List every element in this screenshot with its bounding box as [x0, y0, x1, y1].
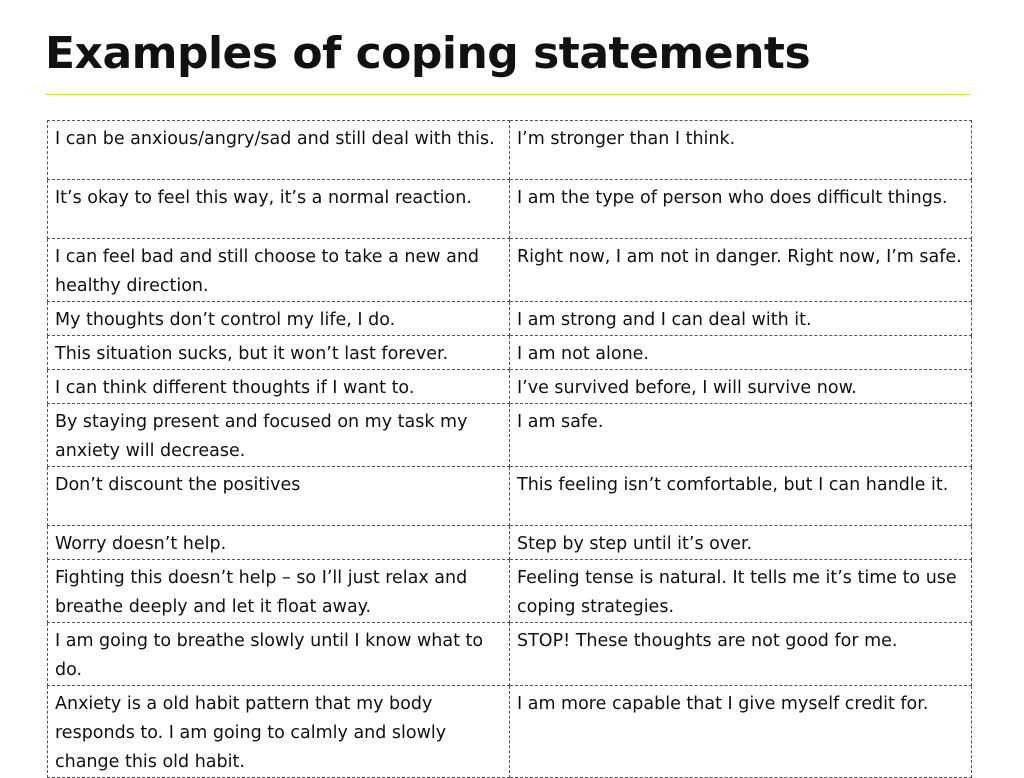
table-row	[48, 467, 972, 526]
table-cell-right: I am safe.	[510, 404, 972, 467]
table-row	[48, 239, 972, 302]
table-cell-left: Worry doesn’t help.	[48, 526, 510, 560]
table-cell-right: I am the type of person who does difficult things.	[510, 180, 972, 239]
table-cell-right: This feeling isn’t comfortable, but I can handle it.	[510, 467, 972, 526]
table-row	[48, 180, 972, 239]
table-cell-left: I can think different thoughts if I want to.	[48, 370, 510, 404]
table-row	[48, 121, 972, 180]
table-cell-right: Right now, I am not in danger. Right now, I’m safe.	[510, 239, 972, 302]
table-row	[48, 302, 972, 336]
table-cell-right: I am more capable that I give myself credit for.	[510, 686, 972, 778]
table-row	[48, 370, 972, 404]
table-row	[48, 526, 972, 560]
table-cell-left: I can be anxious/angry/sad and still deal with this.	[48, 121, 510, 180]
table-cell-left: Don’t discount the positives	[48, 467, 510, 526]
coping-statements-table	[47, 120, 972, 778]
table-cell-right: Feeling tense is natural. It tells me it’s time to use coping strategies.	[510, 560, 972, 623]
table-cell-left: By staying present and focused on my task my anxiety will decrease.	[48, 404, 510, 467]
page-title: Examples of coping statements	[45, 28, 811, 79]
table-cell-left: It’s okay to feel this way, it’s a normal reaction.	[48, 180, 510, 239]
table-cell-left: Fighting this doesn’t help – so I’ll just relax and breathe deeply and let it float away.	[48, 560, 510, 623]
table-cell-left: My thoughts don’t control my life, I do.	[48, 302, 510, 336]
table-cell-right: I am not alone.	[510, 336, 972, 370]
table-cell-right: I’m stronger than I think.	[510, 121, 972, 180]
table-cell-left: I am going to breathe slowly until I know what to do.	[48, 623, 510, 686]
table-row	[48, 686, 972, 778]
table-cell-left: I can feel bad and still choose to take a new and healthy direction.	[48, 239, 510, 302]
table-row	[48, 560, 972, 623]
table-cell-left: Anxiety is a old habit pattern that my body responds to. I am going to calmly and slowly change this old habit.	[48, 686, 510, 778]
table-row	[48, 336, 972, 370]
table-cell-right: I am strong and I can deal with it.	[510, 302, 972, 336]
table-row	[48, 404, 972, 467]
table-cell-right: I’ve survived before, I will survive now.	[510, 370, 972, 404]
title-divider	[45, 94, 970, 95]
table-row	[48, 623, 972, 686]
table-cell-right: STOP! These thoughts are not good for me.	[510, 623, 972, 686]
table-cell-left: This situation sucks, but it won’t last forever.	[48, 336, 510, 370]
table-cell-right: Step by step until it’s over.	[510, 526, 972, 560]
